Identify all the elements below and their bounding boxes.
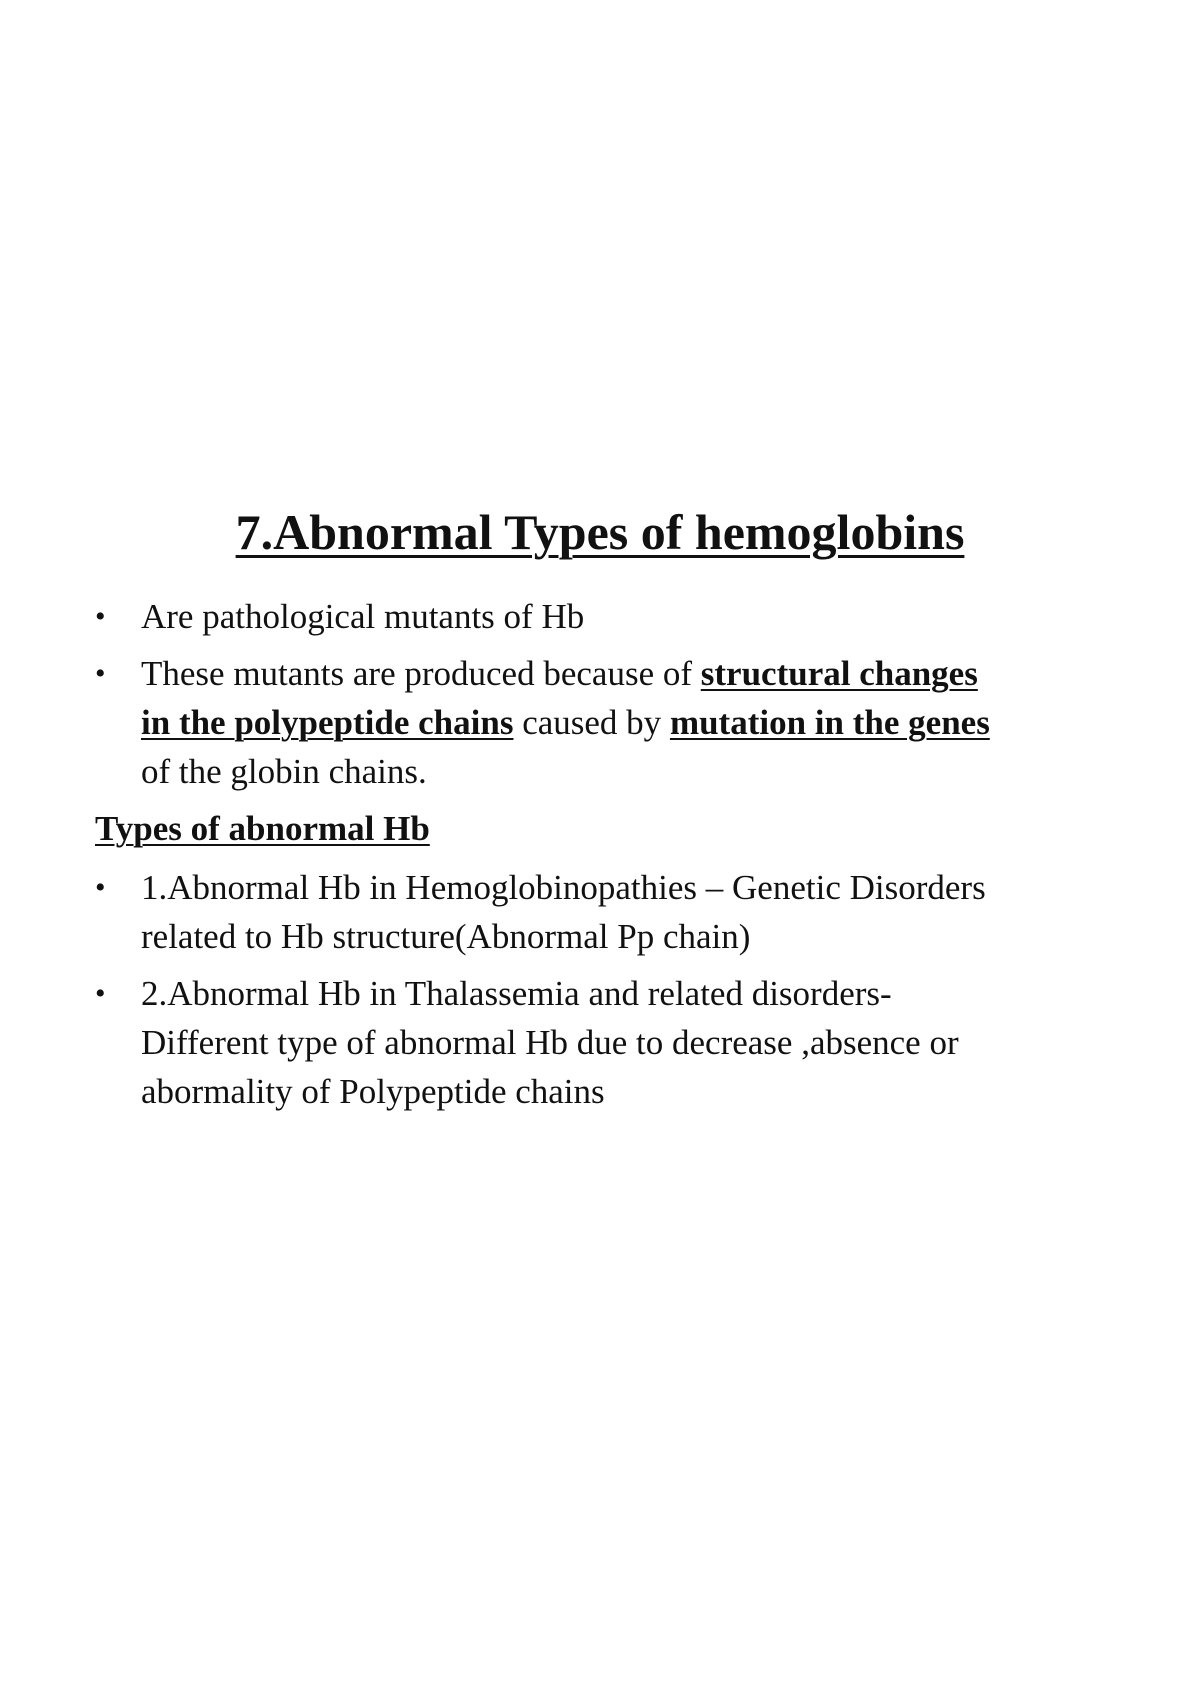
bullet-line-1	[141, 649, 1125, 698]
bullet-line-3: of the globin chains.	[141, 752, 427, 791]
bullet-text: Are pathological mutants of Hb	[141, 597, 585, 636]
bullet-line-2: related to Hb structure(Abnormal Pp chain)	[141, 917, 751, 956]
bullet-line-3: abormality of Polypeptide chains	[141, 1072, 605, 1111]
bullet-line-2	[141, 698, 1125, 747]
bullet-text-plain: caused by	[513, 703, 670, 742]
bullet-icon: •	[95, 600, 106, 633]
bullet-icon: •	[95, 657, 106, 690]
bullet-line-2: Different type of abnormal Hb due to decrease ,absence or	[141, 1023, 959, 1062]
bullet-icon: •	[95, 871, 106, 904]
bullet-icon: •	[95, 977, 106, 1010]
bullet-text-plain: These mutants are produced because of	[141, 654, 701, 693]
page-title: 7.Abnormal Types of hemoglobins	[235, 504, 965, 560]
bullet-item-hemoglobinopathies	[95, 863, 1125, 961]
bullet-item-thalassemia	[95, 969, 1125, 1116]
emphasis-structural-changes: structural changes	[700, 654, 978, 693]
bullet-line-1: 2.Abnormal Hb in Thalassemia and related disorders-	[141, 974, 892, 1013]
bullet-item-definition	[95, 592, 1125, 641]
section-subheading: Types of abnormal Hb	[95, 809, 430, 848]
content-body	[95, 592, 1125, 1124]
bullet-item-cause	[95, 649, 1125, 796]
emphasis-polypeptide-chains: in the polypeptide chains	[141, 703, 514, 742]
bullet-line-1: 1.Abnormal Hb in Hemoglobinopathies – Genetic Disorders	[141, 868, 986, 907]
emphasis-gene-mutation: mutation in the genes	[669, 703, 990, 742]
